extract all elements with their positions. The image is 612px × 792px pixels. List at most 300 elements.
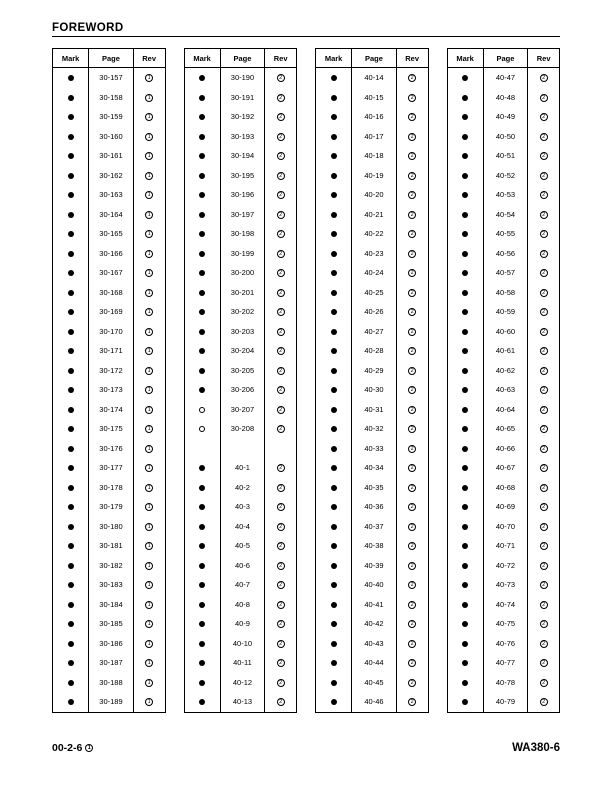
table-row: [316, 166, 428, 186]
mark-filled-dot-icon: [185, 68, 221, 88]
revision-mark-icon: 2: [408, 386, 416, 394]
filled-dot-icon: [331, 680, 337, 686]
revision-mark-icon: 2: [540, 74, 548, 82]
page-number-cell: 40-4: [220, 517, 265, 537]
mark-filled-dot-icon: [185, 653, 221, 673]
table-row: [185, 361, 297, 381]
page-number-cell: 40-7: [220, 575, 265, 595]
page-number-cell: 30-195: [220, 166, 265, 186]
mark-filled-dot-icon: [316, 439, 352, 459]
page-number-cell: 40-41: [352, 595, 397, 615]
mark-filled-dot-icon: [53, 146, 89, 166]
column-header-rev: Rev: [133, 49, 164, 68]
revision-cell: [528, 244, 559, 264]
table-row: [316, 673, 428, 693]
mark-filled-dot-icon: [53, 322, 89, 342]
page-number-cell: 30-202: [220, 302, 265, 322]
page-index-columns: [52, 48, 560, 713]
page-number-cell: 40-32: [352, 419, 397, 439]
revision-cell: [528, 185, 559, 205]
mark-filled-dot-icon: [448, 634, 484, 654]
page-number-cell: 30-170: [89, 322, 134, 342]
filled-dot-icon: [462, 114, 468, 120]
table-row: [53, 673, 165, 693]
page-number-cell: 40-36: [352, 497, 397, 517]
revision-mark-icon: 2: [540, 562, 548, 570]
revision-cell: [133, 653, 164, 673]
mark-filled-dot-icon: [53, 536, 89, 556]
revision-cell: [528, 400, 559, 420]
column-header-rev: Rev: [396, 49, 427, 68]
page-number-cell: 40-33: [352, 439, 397, 459]
revision-mark-icon: 2: [277, 94, 285, 102]
page-number-cell: 30-194: [220, 146, 265, 166]
filled-dot-icon: [199, 290, 205, 296]
filled-dot-icon: [462, 192, 468, 198]
table-row: [448, 68, 560, 88]
mark-filled-dot-icon: [185, 107, 221, 127]
table-row: [316, 692, 428, 712]
table-row: [448, 263, 560, 283]
filled-dot-icon: [331, 641, 337, 647]
filled-dot-icon: [331, 407, 337, 413]
filled-dot-icon: [331, 621, 337, 627]
revision-mark-icon: 1: [145, 698, 153, 706]
table-row: [53, 556, 165, 576]
revision-mark-icon: 2: [540, 484, 548, 492]
filled-dot-icon: [199, 75, 205, 81]
page-number-cell: 30-174: [89, 400, 134, 420]
mark-filled-dot-icon: [448, 146, 484, 166]
revision-mark-icon: 2: [277, 230, 285, 238]
revision-mark-icon: 2: [408, 94, 416, 102]
table-row: [185, 127, 297, 147]
mark-filled-dot-icon: [53, 575, 89, 595]
table-row: [316, 146, 428, 166]
mark-filled-dot-icon: [448, 127, 484, 147]
mark-filled-dot-icon: [53, 244, 89, 264]
page-index-table: [184, 48, 298, 713]
revision-cell: [265, 595, 296, 615]
table-row: [448, 458, 560, 478]
page-number-cell: 40-40: [352, 575, 397, 595]
mark-filled-dot-icon: [185, 614, 221, 634]
page-number-cell: 40-52: [483, 166, 528, 186]
filled-dot-icon: [199, 270, 205, 276]
revision-mark-icon: 1: [145, 484, 153, 492]
table-row: [53, 419, 165, 439]
table-row: [53, 595, 165, 615]
revision-cell: [133, 614, 164, 634]
table-row: [185, 341, 297, 361]
table-row: [53, 205, 165, 225]
mark-filled-dot-icon: [53, 653, 89, 673]
page-number-cell: [220, 439, 265, 459]
revision-mark-icon: 1: [145, 230, 153, 238]
mark-filled-dot-icon: [316, 166, 352, 186]
mark-filled-dot-icon: [185, 302, 221, 322]
page-number-cell: 40-61: [483, 341, 528, 361]
revision-cell: [265, 107, 296, 127]
filled-dot-icon: [462, 504, 468, 510]
page-number-cell: 30-179: [89, 497, 134, 517]
revision-cell: [265, 127, 296, 147]
page-number-cell: 30-204: [220, 341, 265, 361]
revision-mark-icon: 1: [145, 308, 153, 316]
table-row: [448, 692, 560, 712]
mark-filled-dot-icon: [448, 166, 484, 186]
filled-dot-icon: [462, 524, 468, 530]
page-number-cell: 30-178: [89, 478, 134, 498]
page-number-cell: 40-3: [220, 497, 265, 517]
revision-cell: [528, 673, 559, 693]
mark-filled-dot-icon: [316, 400, 352, 420]
mark-filled-dot-icon: [53, 517, 89, 537]
revision-cell: [133, 517, 164, 537]
mark-filled-dot-icon: [185, 536, 221, 556]
page-number-cell: 40-35: [352, 478, 397, 498]
filled-dot-icon: [462, 75, 468, 81]
mark-filled-dot-icon: [185, 322, 221, 342]
revision-cell: [528, 88, 559, 108]
filled-dot-icon: [68, 504, 74, 510]
revision-cell: [396, 68, 427, 88]
filled-dot-icon: [68, 173, 74, 179]
filled-dot-icon: [331, 270, 337, 276]
revision-cell: [528, 439, 559, 459]
revision-mark-icon: 2: [540, 542, 548, 550]
table-row: [185, 458, 297, 478]
filled-dot-icon: [199, 602, 205, 608]
mark-filled-dot-icon: [448, 400, 484, 420]
table-row: [316, 400, 428, 420]
revision-cell: [133, 341, 164, 361]
filled-dot-icon: [331, 426, 337, 432]
revision-mark-icon: 2: [540, 464, 548, 472]
page-number-cell: 40-28: [352, 341, 397, 361]
page-number-cell: 40-21: [352, 205, 397, 225]
mark-filled-dot-icon: [53, 205, 89, 225]
revision-cell: [133, 595, 164, 615]
mark-filled-dot-icon: [448, 283, 484, 303]
table-row: [185, 653, 297, 673]
mark-filled-dot-icon: [316, 575, 352, 595]
page-index-table: [447, 48, 561, 713]
table-row: [53, 634, 165, 654]
filled-dot-icon: [199, 524, 205, 530]
page-number-cell: 40-71: [483, 536, 528, 556]
mark-filled-dot-icon: [448, 653, 484, 673]
revision-cell: [133, 536, 164, 556]
revision-mark-icon: 2: [408, 425, 416, 433]
revision-mark-icon: 2: [277, 698, 285, 706]
page-index-table: [52, 48, 166, 713]
filled-dot-icon: [68, 446, 74, 452]
table-row: [448, 595, 560, 615]
filled-dot-icon: [331, 231, 337, 237]
revision-mark-icon: 2: [277, 74, 285, 82]
page-number-cell: 40-75: [483, 614, 528, 634]
page-number-cell: 30-205: [220, 361, 265, 381]
table-row: [448, 478, 560, 498]
revision-cell: [396, 536, 427, 556]
revision-cell: [528, 634, 559, 654]
revision-cell: [528, 322, 559, 342]
mark-filled-dot-icon: [53, 439, 89, 459]
revision-cell: [265, 283, 296, 303]
table-row: [185, 439, 297, 459]
table-row: [448, 88, 560, 108]
filled-dot-icon: [68, 660, 74, 666]
revision-mark-icon: 2: [408, 211, 416, 219]
mark-filled-dot-icon: [53, 380, 89, 400]
revision-mark-icon: 2: [540, 601, 548, 609]
table-row: [316, 439, 428, 459]
mark-filled-dot-icon: [448, 517, 484, 537]
revision-mark-icon: 1: [145, 620, 153, 628]
mark-filled-dot-icon: [53, 68, 89, 88]
mark-filled-dot-icon: [316, 614, 352, 634]
table-row: [316, 575, 428, 595]
revision-mark-icon: 1: [145, 659, 153, 667]
filled-dot-icon: [462, 251, 468, 257]
page-number-cell: 30-171: [89, 341, 134, 361]
revision-mark-icon: 2: [408, 562, 416, 570]
page-number-cell: 40-26: [352, 302, 397, 322]
page-number-cell: 30-176: [89, 439, 134, 459]
filled-dot-icon: [68, 348, 74, 354]
filled-dot-icon: [462, 582, 468, 588]
page-number-cell: 40-65: [483, 419, 528, 439]
table-header-row: [185, 49, 297, 68]
revision-mark-icon: 2: [408, 679, 416, 687]
revision-cell: [528, 107, 559, 127]
mark-filled-dot-icon: [185, 127, 221, 147]
table-row: [185, 673, 297, 693]
table-row: [185, 517, 297, 537]
table-row: [53, 166, 165, 186]
revision-cell: [396, 146, 427, 166]
page-number-cell: 30-200: [220, 263, 265, 283]
revision-cell: [133, 575, 164, 595]
revision-mark-icon: 2: [408, 347, 416, 355]
revision-cell: [133, 68, 164, 88]
revision-mark-icon: 2: [540, 328, 548, 336]
page-number-cell: 40-48: [483, 88, 528, 108]
filled-dot-icon: [331, 485, 337, 491]
table-row: [448, 127, 560, 147]
mark-filled-dot-icon: [316, 146, 352, 166]
revision-mark-icon: 2: [277, 581, 285, 589]
footer-model-number: WA380-6: [512, 742, 560, 754]
revision-cell: [396, 517, 427, 537]
mark-filled-dot-icon: [185, 478, 221, 498]
revision-mark-icon: 2: [408, 523, 416, 531]
mark-filled-dot-icon: [448, 439, 484, 459]
revision-mark-icon: 1: [145, 542, 153, 550]
filled-dot-icon: [199, 134, 205, 140]
page-number-cell: 30-167: [89, 263, 134, 283]
page-number-cell: 30-172: [89, 361, 134, 381]
page-number-cell: 40-13: [220, 692, 265, 712]
revision-cell: [528, 517, 559, 537]
table-row: [316, 536, 428, 556]
mark-filled-dot-icon: [316, 419, 352, 439]
page-number-cell: 30-162: [89, 166, 134, 186]
revision-cell: [133, 185, 164, 205]
table-row: [316, 127, 428, 147]
revision-mark-icon: 1: [145, 289, 153, 297]
mark-filled-dot-icon: [316, 302, 352, 322]
mark-filled-dot-icon: [185, 380, 221, 400]
page-number-cell: 40-1: [220, 458, 265, 478]
mark-filled-dot-icon: [316, 185, 352, 205]
page-number-cell: 40-20: [352, 185, 397, 205]
mark-filled-dot-icon: [448, 244, 484, 264]
mark-filled-dot-icon: [53, 107, 89, 127]
page-number-cell: 30-198: [220, 224, 265, 244]
table-row: [53, 244, 165, 264]
revision-mark-icon: 2: [408, 230, 416, 238]
revision-cell: [265, 673, 296, 693]
filled-dot-icon: [68, 212, 74, 218]
table-row: [448, 439, 560, 459]
filled-dot-icon: [199, 192, 205, 198]
revision-cell: [396, 497, 427, 517]
mark-filled-dot-icon: [53, 692, 89, 712]
filled-dot-icon: [199, 212, 205, 218]
revision-mark-icon: 2: [408, 698, 416, 706]
revision-mark-icon: 2: [540, 503, 548, 511]
table-row: [448, 107, 560, 127]
page-number-cell: 40-39: [352, 556, 397, 576]
revision-mark-icon: 2: [408, 503, 416, 511]
revision-cell: [133, 439, 164, 459]
revision-cell: [528, 283, 559, 303]
column-header-mark: Mark: [448, 49, 484, 68]
revision-mark-icon: 1: [145, 191, 153, 199]
filled-dot-icon: [331, 699, 337, 705]
page-number-cell: 40-74: [483, 595, 528, 615]
revision-mark-icon: 2: [408, 640, 416, 648]
table-row: [185, 224, 297, 244]
revision-mark-icon: 1: [145, 113, 153, 121]
page-number-cell: 40-45: [352, 673, 397, 693]
page-number-cell: 30-160: [89, 127, 134, 147]
filled-dot-icon: [331, 309, 337, 315]
revision-mark-icon: 2: [540, 523, 548, 531]
mark-filled-dot-icon: [316, 536, 352, 556]
page-number-cell: 40-66: [483, 439, 528, 459]
revision-cell: [396, 556, 427, 576]
revision-cell: [265, 224, 296, 244]
table-row: [316, 634, 428, 654]
mark-filled-dot-icon: [448, 341, 484, 361]
page-number-cell: 40-67: [483, 458, 528, 478]
column-header-mark: Mark: [53, 49, 89, 68]
table-row: [185, 68, 297, 88]
page-number-cell: 40-56: [483, 244, 528, 264]
mark-filled-dot-icon: [316, 497, 352, 517]
revision-cell: [396, 205, 427, 225]
filled-dot-icon: [199, 173, 205, 179]
page-number-cell: 40-63: [483, 380, 528, 400]
filled-dot-icon: [199, 563, 205, 569]
page-number-cell: 40-43: [352, 634, 397, 654]
mark-filled-dot-icon: [185, 595, 221, 615]
filled-dot-icon: [462, 680, 468, 686]
revision-mark-icon: 2: [277, 328, 285, 336]
filled-dot-icon: [199, 309, 205, 315]
page-number-cell: 30-183: [89, 575, 134, 595]
revision-cell: [265, 575, 296, 595]
revision-cell: [265, 439, 296, 459]
filled-dot-icon: [199, 699, 205, 705]
revision-mark-icon: 2: [277, 191, 285, 199]
filled-dot-icon: [331, 543, 337, 549]
revision-cell: [396, 185, 427, 205]
filled-dot-icon: [68, 153, 74, 159]
page-number-cell: 40-18: [352, 146, 397, 166]
revision-cell: [133, 361, 164, 381]
revision-mark-icon: 2: [277, 308, 285, 316]
mark-empty-cell: [185, 439, 221, 459]
revision-cell: [528, 497, 559, 517]
filled-dot-icon: [68, 75, 74, 81]
revision-mark-icon: 1: [145, 94, 153, 102]
revision-mark-icon: 2: [540, 152, 548, 160]
revision-mark-icon: 2: [408, 308, 416, 316]
filled-dot-icon: [68, 465, 74, 471]
page-number-cell: 30-203: [220, 322, 265, 342]
revision-mark-icon: 2: [408, 659, 416, 667]
revision-mark-icon: 2: [408, 542, 416, 550]
revision-mark-icon: 1: [145, 640, 153, 648]
revision-cell: [133, 88, 164, 108]
revision-mark-icon: 2: [408, 406, 416, 414]
mark-filled-dot-icon: [53, 361, 89, 381]
page-number-cell: 40-51: [483, 146, 528, 166]
page-header: [52, 22, 560, 37]
mark-filled-dot-icon: [185, 263, 221, 283]
revision-mark-icon: 2: [277, 211, 285, 219]
table-row: [185, 380, 297, 400]
mark-filled-dot-icon: [448, 322, 484, 342]
table-row: [185, 400, 297, 420]
mark-filled-dot-icon: [316, 692, 352, 712]
page-number-cell: 30-166: [89, 244, 134, 264]
mark-filled-dot-icon: [185, 673, 221, 693]
page-number-cell: 40-50: [483, 127, 528, 147]
mark-filled-dot-icon: [53, 458, 89, 478]
revision-mark-icon: 2: [408, 464, 416, 472]
mark-filled-dot-icon: [53, 341, 89, 361]
page-number-cell: 40-16: [352, 107, 397, 127]
revision-mark-icon: 2: [277, 367, 285, 375]
mark-filled-dot-icon: [185, 185, 221, 205]
table-row: [53, 400, 165, 420]
table-row: [448, 673, 560, 693]
revision-mark-icon: 2: [540, 250, 548, 258]
filled-dot-icon: [331, 563, 337, 569]
table-row: [185, 419, 297, 439]
revision-cell: [133, 322, 164, 342]
table-row: [185, 244, 297, 264]
revision-cell: [396, 595, 427, 615]
revision-mark-icon: 2: [540, 94, 548, 102]
revision-mark-icon: 2: [408, 172, 416, 180]
revision-mark-icon: 2: [277, 464, 285, 472]
